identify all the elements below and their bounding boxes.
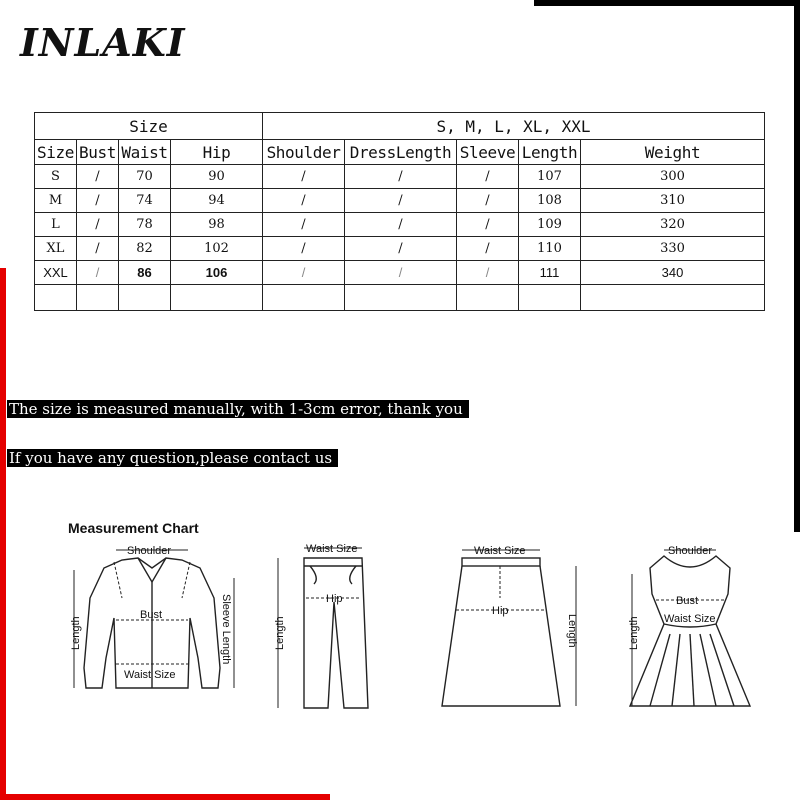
pants-label-hip: Hip — [326, 593, 343, 605]
shirt-label-sleeve: Sleeve Length — [220, 594, 232, 665]
pants-label-waist: Waist Size — [306, 543, 358, 555]
table-cell: 98 — [171, 213, 263, 237]
column-header: Length — [519, 140, 581, 165]
table-cell: / — [345, 237, 457, 261]
table-cell: 82 — [119, 237, 171, 261]
column-header: Sleeve — [457, 140, 519, 165]
table-cell: / — [345, 213, 457, 237]
table-cell: 74 — [119, 189, 171, 213]
table-cell: XL — [35, 237, 77, 261]
table-cell — [263, 285, 345, 311]
table-cell — [457, 285, 519, 311]
table-cell: 108 — [519, 189, 581, 213]
table-cell: / — [77, 213, 119, 237]
table-cell: / — [345, 165, 457, 189]
note-contact: If you have any question,please contact us — [7, 449, 338, 467]
table-cell: / — [263, 165, 345, 189]
skirt-diagram — [430, 538, 590, 718]
table-cell: / — [457, 213, 519, 237]
dress-label-length: Length — [628, 616, 640, 650]
column-header: Weight — [581, 140, 765, 165]
pants-outline — [304, 558, 368, 708]
shirt-label-length: Length — [70, 616, 82, 650]
column-header: Waist — [119, 140, 171, 165]
table-cell: 78 — [119, 213, 171, 237]
dress-label-shoulder: Shoulder — [668, 545, 713, 557]
column-header: Bust — [77, 140, 119, 165]
table-row — [35, 165, 765, 189]
table-cell — [35, 285, 77, 311]
table-cell: 94 — [171, 189, 263, 213]
skirt-label-hip: Hip — [492, 605, 509, 617]
pants-diagram — [268, 538, 378, 718]
skirt-label-waist: Waist Size — [474, 545, 526, 557]
table-cell: / — [77, 261, 119, 285]
pants-label-length: Length — [274, 616, 286, 650]
dress-label-waist: Waist Size — [664, 613, 716, 625]
skirt-label-length: Length — [566, 614, 578, 648]
shirt-label-waist: Waist Size — [124, 669, 176, 681]
frame-bar-top — [534, 0, 800, 6]
table-cell — [171, 285, 263, 311]
table-cell — [581, 285, 765, 311]
table-row — [35, 189, 765, 213]
brand-logo: INLAKI — [20, 20, 186, 65]
shirt-label-bust: Bust — [140, 609, 163, 621]
table-cell: / — [263, 189, 345, 213]
table-cell: / — [263, 261, 345, 285]
table-cell: 86 — [119, 261, 171, 285]
skirt-outline — [442, 566, 560, 706]
dress-label-bust: Bust — [676, 595, 699, 607]
frame-bar-right — [794, 0, 800, 532]
table-row-empty — [35, 285, 765, 311]
column-header: Shoulder — [263, 140, 345, 165]
table-cell: / — [77, 189, 119, 213]
frame-bar-bottom — [0, 794, 330, 800]
size-label: Size — [35, 113, 263, 140]
table-cell: / — [345, 261, 457, 285]
column-header: DressLength — [345, 140, 457, 165]
table-cell — [77, 285, 119, 311]
table-row — [35, 213, 765, 237]
table-cell: 106 — [171, 261, 263, 285]
table-cell: / — [263, 213, 345, 237]
skirt-waistband — [462, 558, 540, 566]
size-range: S, M, L, XL, XXL — [263, 113, 765, 140]
table-cell: 110 — [519, 237, 581, 261]
table-cell: 310 — [581, 189, 765, 213]
table-cell — [519, 285, 581, 311]
table-cell: 109 — [519, 213, 581, 237]
table-cell: 70 — [119, 165, 171, 189]
table-cell: 300 — [581, 165, 765, 189]
table-cell: L — [35, 213, 77, 237]
table-cell: 111 — [519, 261, 581, 285]
table-row — [35, 237, 765, 261]
table-cell: / — [457, 165, 519, 189]
table-cell: 107 — [519, 165, 581, 189]
table-cell: / — [457, 189, 519, 213]
table-cell: / — [263, 237, 345, 261]
table-cell: / — [457, 237, 519, 261]
table-cell: M — [35, 189, 77, 213]
table-cell: 330 — [581, 237, 765, 261]
table-cell: 90 — [171, 165, 263, 189]
column-header-row — [35, 140, 765, 165]
column-header: Size — [35, 140, 77, 165]
table-cell — [119, 285, 171, 311]
table-cell: XXL — [35, 261, 77, 285]
table-cell: / — [77, 237, 119, 261]
table-cell: 102 — [171, 237, 263, 261]
dress-outline — [630, 556, 750, 706]
dress-diagram — [620, 538, 760, 718]
table-row — [35, 261, 765, 285]
column-header: Hip — [171, 140, 263, 165]
note-error: The size is measured manually, with 1-3cm error, thank you — [7, 400, 469, 418]
frame-bar-left — [0, 268, 6, 800]
shirt-diagram — [62, 538, 252, 718]
table-cell: 320 — [581, 213, 765, 237]
table-cell: / — [345, 189, 457, 213]
size-table — [34, 112, 765, 311]
table-header-row — [35, 113, 765, 140]
chart-title: Measurement Chart — [68, 520, 199, 536]
table-cell: 340 — [581, 261, 765, 285]
shirt-label-shoulder: Shoulder — [127, 545, 172, 557]
table-cell — [345, 285, 457, 311]
table-cell: S — [35, 165, 77, 189]
table-cell: / — [457, 261, 519, 285]
table-cell: / — [77, 165, 119, 189]
